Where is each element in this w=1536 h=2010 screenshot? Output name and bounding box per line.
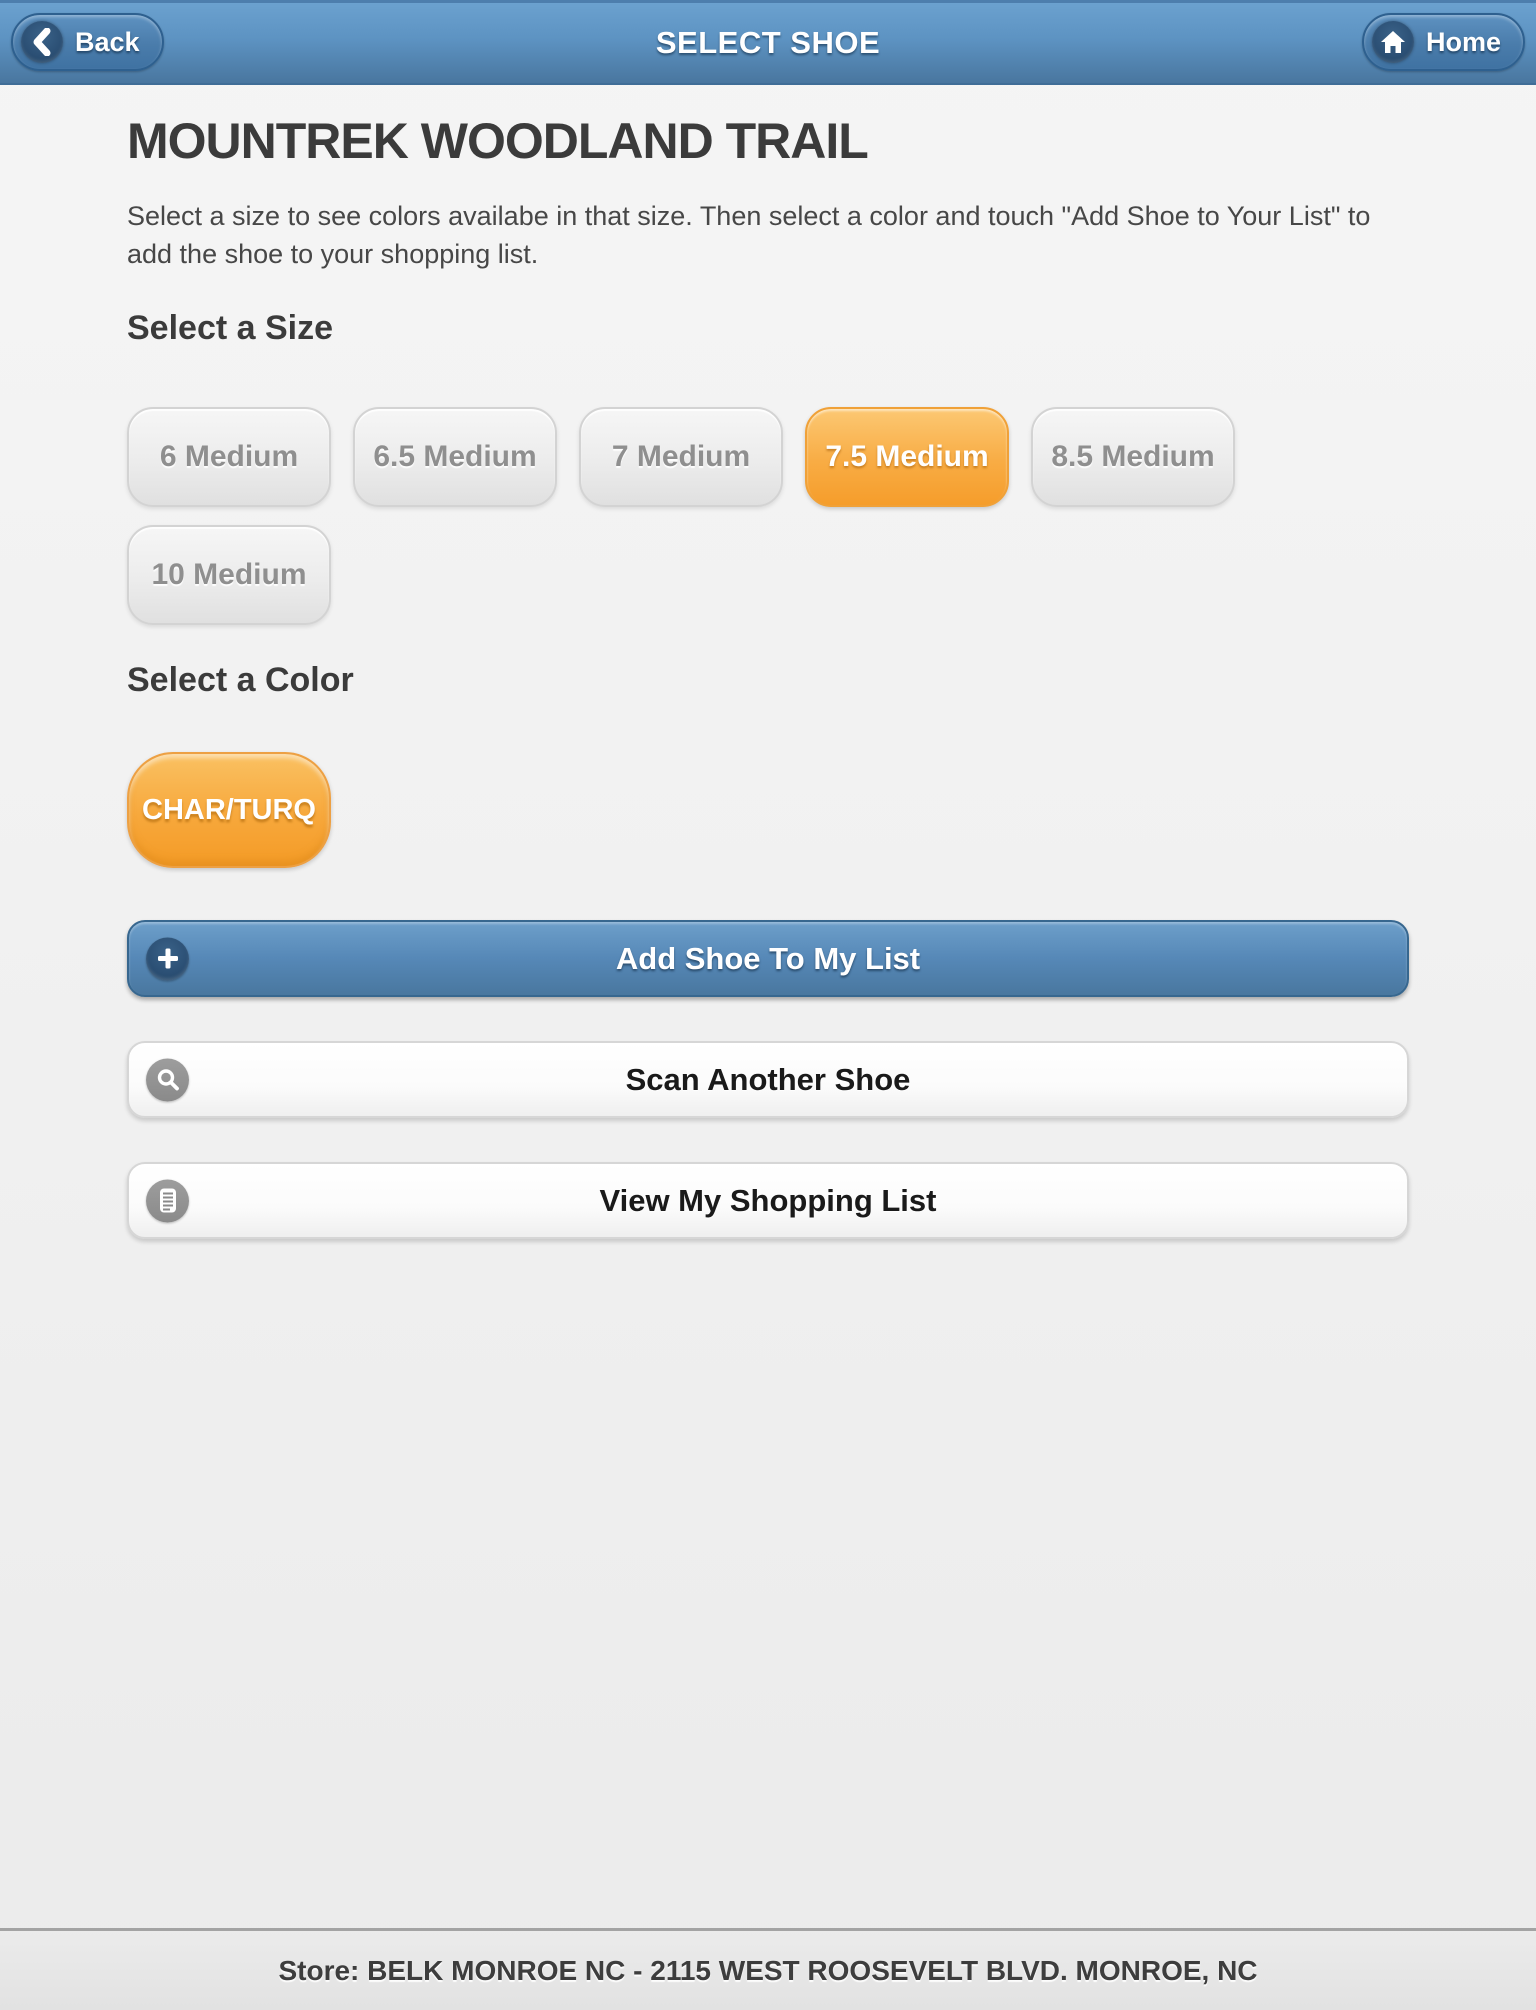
scan-another-shoe-button[interactable]: [127, 1041, 1409, 1118]
store-footer: [0, 1928, 1536, 2010]
add-shoe-to-list-label: Add Shoe To My List: [615, 940, 921, 976]
scan-another-shoe-label: Scan Another Shoe: [625, 1061, 911, 1097]
size-button-6-5-medium[interactable]: 6.5 Medium: [353, 407, 557, 507]
back-button[interactable]: [11, 13, 164, 71]
add-shoe-to-list-button[interactable]: [127, 920, 1409, 997]
color-options: [127, 752, 1409, 868]
size-button-6-medium[interactable]: 6 Medium: [127, 407, 331, 507]
instructions-text: Select a size to see colors availabe in that size. Then select a color and touch "Add Shoe to Your List" to add the shoe to your shopping list.: [127, 201, 1371, 269]
size-section-heading: Select a Size: [127, 309, 334, 347]
home-button[interactable]: [1362, 13, 1525, 71]
view-shopping-list-button[interactable]: [127, 1162, 1409, 1239]
chevron-left-icon: [21, 21, 63, 63]
size-button-10-medium[interactable]: 10 Medium: [127, 525, 331, 625]
home-button-label: Home: [1425, 26, 1501, 57]
size-options: [127, 407, 1409, 625]
store-info: Store: BELK MONROE NC - 2115 WEST ROOSEVELT BLVD. MONROE, NC: [278, 1954, 1258, 1986]
home-icon: [1372, 21, 1414, 63]
page-title: SELECT SHOE: [655, 24, 881, 60]
view-shopping-list-label: View My Shopping List: [599, 1182, 937, 1218]
color-section-heading: Select a Color: [127, 661, 354, 699]
size-button-7-5-medium[interactable]: 7.5 Medium: [805, 407, 1009, 507]
product-title: MOUNTREK WOODLAND TRAIL: [127, 113, 868, 169]
back-button-label: Back: [75, 26, 140, 57]
main-content: [0, 85, 1536, 1239]
size-button-7-medium[interactable]: 7 Medium: [579, 407, 783, 507]
color-button-char-turq[interactable]: CHAR/TURQ: [127, 752, 331, 868]
size-button-8-5-medium[interactable]: 8.5 Medium: [1031, 407, 1235, 507]
nav-bar: [0, 0, 1536, 85]
